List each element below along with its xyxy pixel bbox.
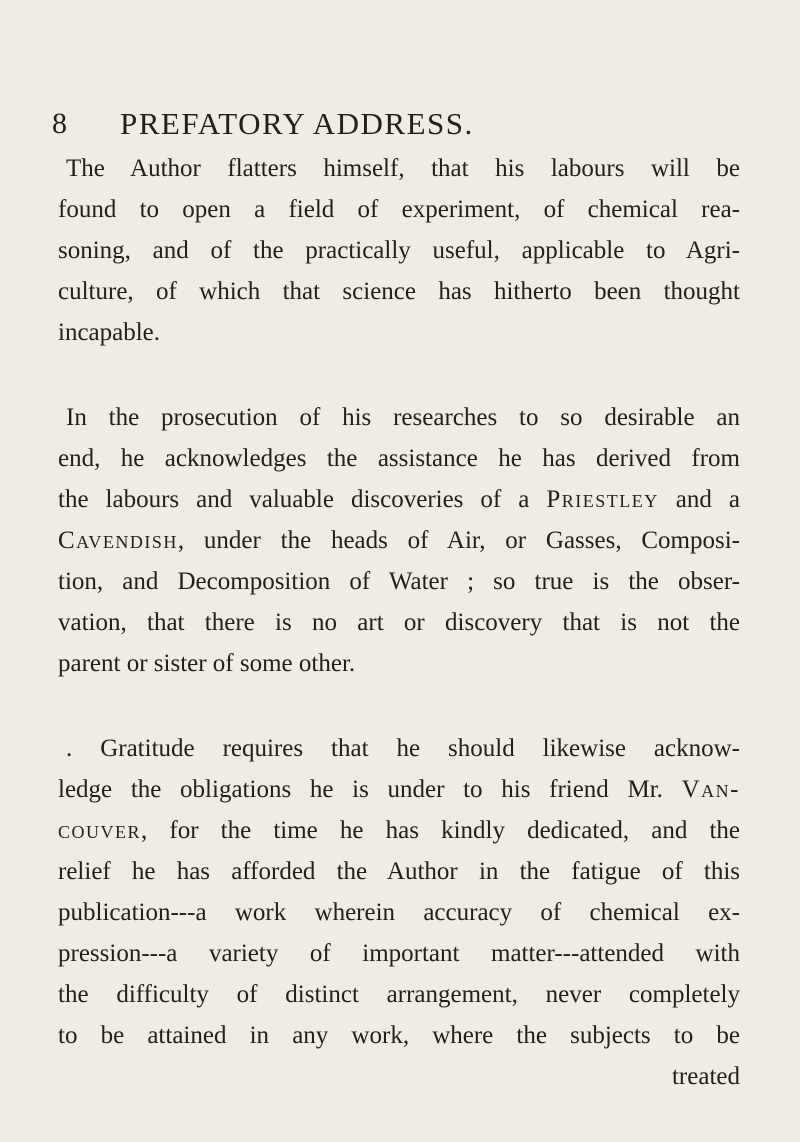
paragraph-gap [58, 684, 740, 728]
page-header [52, 104, 742, 144]
paragraph-gratitude [58, 728, 740, 1056]
text-line: In the prosecution of his researches to so desirable an [66, 404, 740, 431]
text-line: publication---a work wherein accuracy of chemical ex- [58, 899, 740, 926]
text-line: relief he has afforded the Author in the fatigue of this [58, 858, 740, 885]
text-line: soning, and of the practically useful, applicable to Agri- [58, 237, 740, 264]
running-head: PREFATORY ADDRESS. [120, 106, 474, 141]
text-line: pression---a variety of important matter---attended with [58, 940, 740, 967]
text-line [58, 520, 740, 561]
text-line: tion, and Decomposition of Water ; so true is the obser- [58, 568, 740, 595]
text-line: culture, of which that science has hitherto been thought [58, 278, 740, 305]
text-line [58, 769, 740, 810]
text-line: The Author flatters himself, that his labours will be [66, 155, 740, 182]
name-vancouver-part1: Van- [681, 776, 740, 803]
name-cavendish: Cavendish [58, 527, 178, 554]
paragraph-gap [58, 353, 740, 397]
text-line [58, 479, 740, 520]
text-line: incapable. [58, 319, 161, 346]
text-line: the difficulty of distinct arrangement, never completely [58, 981, 740, 1008]
name-vancouver-part2: couver [58, 817, 142, 844]
text-line: to be attained in any work, where the subjects to be [58, 1022, 740, 1049]
text-line: end, he acknowledges the assistance he has derived from [58, 445, 740, 472]
body-text [58, 148, 740, 1097]
text-segment: , under the heads of Air, or Gasses, Composi- [177, 527, 740, 554]
page-number: 8 [52, 107, 67, 140]
paragraph-author-flatters [58, 148, 740, 353]
paragraph-prosecution [58, 397, 740, 684]
text-line: . Gratitude requires that he should likewise acknow- [66, 735, 740, 762]
text-line [58, 810, 740, 851]
text-line: vation, that there is no art or discovery that is not the [58, 609, 740, 636]
text-segment: , for the time he has kindly dedicated, and the [141, 817, 740, 844]
name-priestley: Priestley [546, 486, 659, 513]
text-line: parent or sister of some other. [58, 650, 356, 677]
catchword: treated [671, 1063, 740, 1090]
text-line: found to open a field of experiment, of chemical rea- [58, 196, 740, 223]
text-segment: the labours and valuable discoveries of a [58, 486, 547, 513]
text-segment: and a [658, 486, 740, 513]
text-segment: ledge the obligations he is under to his friend Mr. [58, 776, 682, 803]
